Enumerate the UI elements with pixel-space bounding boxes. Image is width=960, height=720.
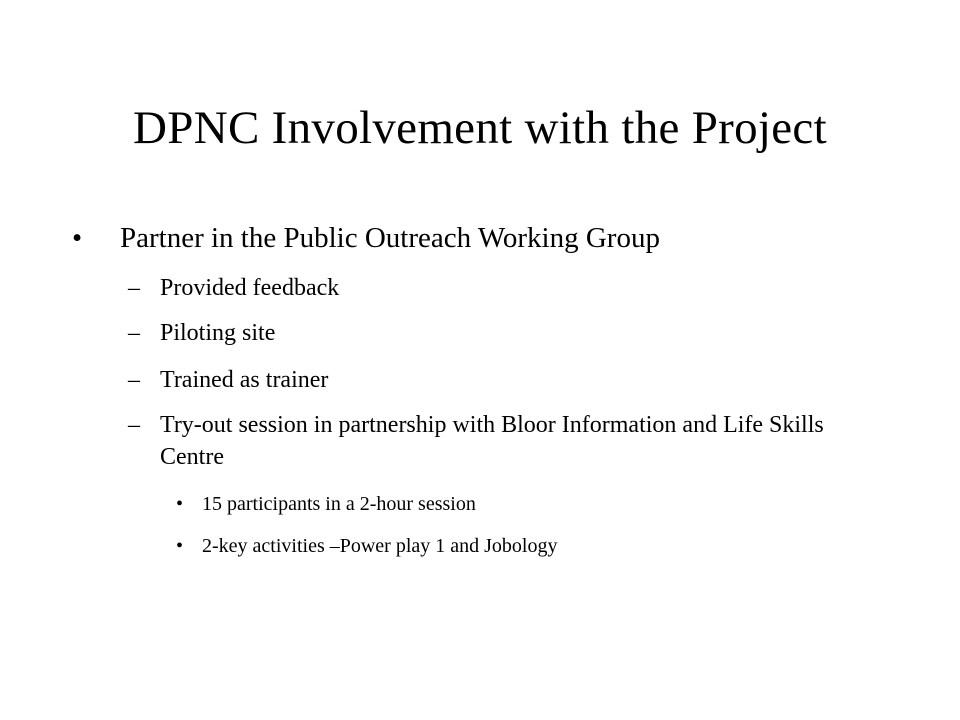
sub-bullet-item	[128, 409, 880, 473]
sub-sub-bullet-item	[176, 490, 476, 518]
sub-bullet-text: Trained as trainer	[160, 367, 329, 393]
bullet-dot-icon: •	[176, 493, 184, 515]
sub-bullet-item	[128, 364, 880, 396]
sub-bullet-item	[128, 272, 880, 304]
sub-bullet-text: Piloting site	[160, 320, 276, 346]
dash-icon: –	[128, 412, 140, 438]
sub-bullet-text: Try-out session in partnership with Bloor Information and Life Skills Centre	[160, 412, 824, 470]
dash-icon: –	[128, 367, 140, 393]
bullet-item	[72, 220, 660, 256]
dash-icon: –	[128, 275, 140, 301]
sub-bullet-item	[128, 317, 880, 349]
bullet-dot-icon: •	[176, 535, 184, 557]
slide-title: DPNC Involvement with the Project	[133, 102, 827, 154]
dash-icon: –	[128, 320, 140, 346]
sub-sub-bullet-text: 15 participants in a 2-hour session	[202, 493, 476, 515]
bullet-text: Partner in the Public Outreach Working Group	[120, 222, 660, 254]
bullet-dot-icon: •	[72, 222, 83, 254]
sub-bullet-text: Provided feedback	[160, 275, 340, 301]
sub-sub-bullet-item	[176, 532, 558, 560]
sub-sub-bullet-text: 2-key activities –Power play 1 and Jobology	[202, 535, 558, 557]
